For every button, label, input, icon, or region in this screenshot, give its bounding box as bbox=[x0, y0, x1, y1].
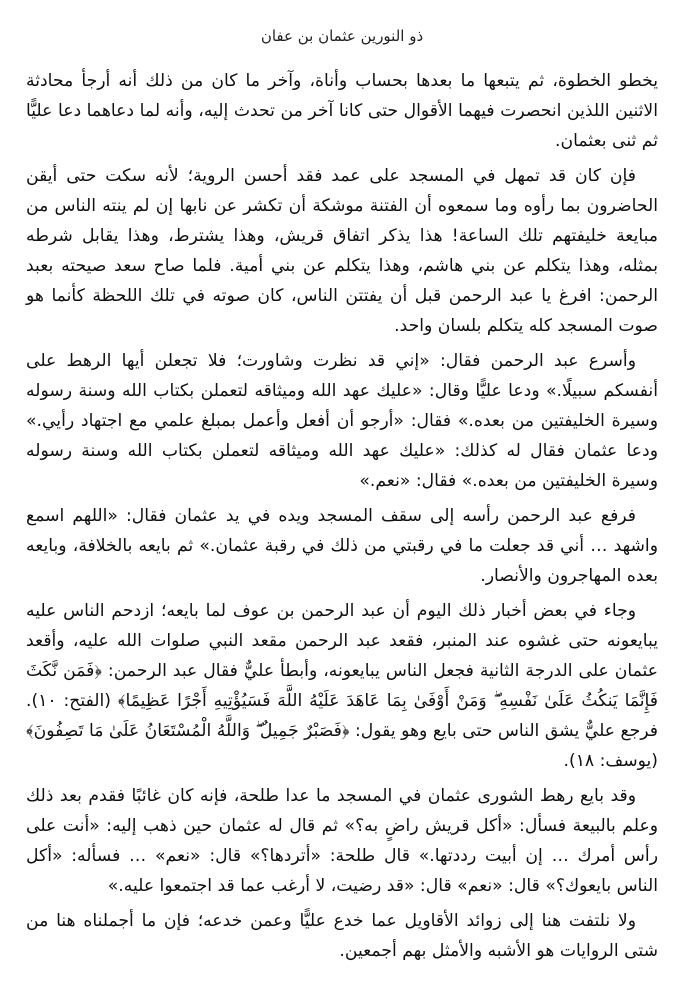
paragraph-6: وقد بايع رهط الشورى عثمان في المسجد ما عدا طلحة، فإنه كان غائبًا فقدم بعد ذلك وعلم بالبيعة فسأل: «أكل قريش راضٍ به؟» ثم قال له عثمان حين ذهب إليه: «أنت على رأس أمرك … إن أبيت رددتها.» قال طلحة: «أتردها؟» قال: «نعم» … فسأله: «أكل الناس بايعوك؟» قال: «نعم» قال: «قد رضيت، لا أرغب عما قد اجتمعوا عليه.» bbox=[26, 786, 658, 896]
paragraph-4: فرفع عبد الرحمن رأسه إلى سقف المسجد ويده في يد عثمان فقال: «اللهم اسمع واشهد … أني قد جعلت ما في رقبتي من ذلك في رقبة عثمان.» ثم بايعه بالخلافة، وبايعه بعده المهاجرون والأنصار. bbox=[26, 506, 658, 586]
paragraph-5: وجاء في بعض أخبار ذلك اليوم أن عبد الرحمن بن عوف لما بايعه؛ ازدحم الناس عليه يبايعونه حتى غشوه عند المنبر، فقعد عبد الرحمن مقعد النبي صلوات الله عليه، وأقعد عثمان على الدرجة الثانية فجعل الناس يبايعونه، وأبطأ عليٌّ فقال عبد الرحمن: ﴿فَمَن نَّكَثَ فَإِنَّمَا يَنكُثُ عَلَىٰ نَفْسِهِ ۖ وَمَنْ أَوْفَىٰ بِمَا عَاهَدَ عَلَيْهُ اللَّهَ فَسَيُؤْتِيهِ أَجْرًا عَظِيمًا﴾ (الفتح: ١٠). فرجع عليٌّ يشق الناس حتى بايع وهو يقول: ﴿فَصَبْرٌ جَمِيلٌ ۖ وَاللَّهُ الْمُسْتَعَانُ عَلَىٰ مَا تَصِفُونَ﴾ (يوسف: ١٨). bbox=[26, 601, 658, 771]
paragraph-1: يخطو الخطوة، ثم يتبعها ما بعدها بحساب وأناة، وآخر ما كان من ذلك أنه أرجأ محادثة الاثنين اللذين انحصرت فيهما الأقوال حتى كانا آخر من تحدث إليه، وأنه لما دعاهما دعا عليًّا ثم ثنى بعثمان. bbox=[26, 71, 658, 151]
paragraph-2: فإن كان قد تمهل في المسجد على عمد فقد أحسن الروية؛ لأنه سكت حتى أيقن الحاضرون بما رأوه وما سمعوه أن الفتنة موشكة أن تكشر عن نابها إن لم ينته الناس من مبايعة خليفتهم تلك الساعة! هذا يذكر اتفاق قريش، وهذا يشترط، وهذا يقابل شرطه بمثله، وهذا يتكلم عن بني هاشم، وهذا يتكلم عن بني أمية. فلما صاح سعد صيحته بعبد الرحمن: افرغ يا عبد الرحمن قبل أن يفتتن الناس، كان صوته في تلك اللحظة كأنما هو صوت المسجد كله يتكلم بلسان واحد. bbox=[26, 166, 658, 336]
body-text bbox=[26, 66, 658, 966]
running-header: ذو النورين عثمان بن عفان bbox=[260, 27, 424, 45]
paragraph-7: ولا نلتفت هنا إلى زوائد الأقاويل عما خدع عليًّا وعمن خدعه؛ فإن ما أجملناه هنا من شتى الروايات هو الأشبه والأمثل بهم أجمعين. bbox=[26, 911, 658, 961]
paragraph-3: وأسرع عبد الرحمن فقال: «إني قد نظرت وشاورت؛ فلا تجعلن أيها الرهط على أنفسكم سبيلًا.» ودعا عليًّا وقال: «عليك عهد الله وميثاقه لتعملن بكتاب الله وسنة رسوله وسيرة الخليفتين من بعده.» فقال: «أرجو أن أفعل وأعمل بمبلغ علمي مع اجتهاد رأيي.» ودعا عثمان فقال له كذلك: «عليك عهد الله وميثاقه لتعملن بكتاب الله وسنة رسوله وسيرة الخليفتين من بعده.» فقال: «نعم.» bbox=[26, 351, 658, 491]
